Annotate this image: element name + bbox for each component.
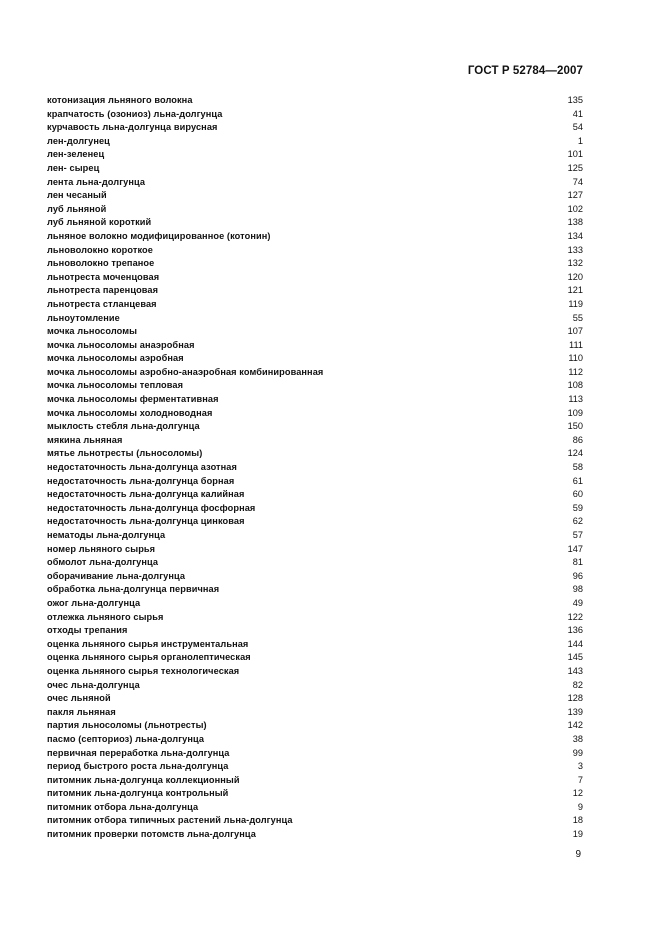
index-page-ref: 81 bbox=[572, 557, 583, 568]
index-term: лен-зеленец bbox=[47, 149, 105, 160]
index-term: мочка льносоломы анаэробная bbox=[47, 339, 195, 350]
index-entry bbox=[47, 679, 583, 693]
index-page-ref: 98 bbox=[572, 584, 583, 595]
index-page-ref: 59 bbox=[572, 502, 583, 513]
index-page-ref: 96 bbox=[572, 570, 583, 581]
index-entry bbox=[47, 502, 583, 516]
index-page-ref: 58 bbox=[572, 462, 583, 473]
index-page-ref: 18 bbox=[572, 815, 583, 826]
index-term: лен-долгунец bbox=[47, 135, 110, 146]
index-entry bbox=[47, 203, 583, 217]
index-page-ref: 62 bbox=[572, 516, 583, 527]
index-term: льнотреста паренцовая bbox=[47, 285, 159, 296]
index-term: оценка льняного сырья технологическая bbox=[47, 665, 240, 676]
index-entry bbox=[47, 461, 583, 475]
index-term: питомник проверки потомств льна-долгунца bbox=[47, 829, 256, 840]
index-entry bbox=[47, 407, 583, 421]
index-term: мочка льносоломы аэробно-анаэробная комбинированная bbox=[47, 366, 324, 377]
index-entry bbox=[47, 447, 583, 461]
index-page-ref: 107 bbox=[567, 326, 583, 337]
index-entry bbox=[47, 814, 583, 828]
index-term: мякина льняная bbox=[47, 434, 123, 445]
index-term: оборачивание льна-долгунца bbox=[47, 570, 186, 581]
index-entry bbox=[47, 624, 583, 638]
index-page-ref: 54 bbox=[572, 122, 583, 133]
index-entry bbox=[47, 556, 583, 570]
index-entry bbox=[47, 284, 583, 298]
index-term: льноволокно трепаное bbox=[47, 258, 155, 269]
index-term: оценка льняного сырья органолептическая bbox=[47, 652, 251, 663]
index-page-ref: 60 bbox=[572, 489, 583, 500]
index-term: очес льна-долгунца bbox=[47, 679, 140, 690]
index-page-ref: 147 bbox=[567, 543, 583, 554]
index-entry bbox=[47, 651, 583, 665]
index-page-ref: 7 bbox=[577, 774, 583, 785]
index-term: льняное волокно модифицированное (котонин) bbox=[47, 230, 271, 241]
index-term: недостаточность льна-долгунца азотная bbox=[47, 462, 237, 473]
index-term: питомник отбора льна-долгунца bbox=[47, 801, 199, 812]
index-entry bbox=[47, 366, 583, 380]
index-term: крапчатость (озониоз) льна-долгунца bbox=[47, 108, 223, 119]
index-page-ref: 61 bbox=[572, 475, 583, 486]
index-term: мыклость стебля льна-долгунца bbox=[47, 421, 200, 432]
index-entry bbox=[47, 257, 583, 271]
index-entry bbox=[47, 162, 583, 176]
index-page-ref: 145 bbox=[567, 652, 583, 663]
index-page-ref: 139 bbox=[567, 706, 583, 717]
index-term: мочка льносоломы аэробная bbox=[47, 353, 184, 364]
index-entry bbox=[47, 801, 583, 815]
index-entry bbox=[47, 244, 583, 258]
index-term: лен чесаный bbox=[47, 190, 107, 201]
index-entry bbox=[47, 543, 583, 557]
index-term: льнотреста стланцевая bbox=[47, 298, 157, 309]
index-term: оценка льняного сырья инструментальная bbox=[47, 638, 249, 649]
index-entry bbox=[47, 787, 583, 801]
index-term: питомник льна-долгунца контрольный bbox=[47, 788, 229, 799]
index-page-ref: 138 bbox=[567, 217, 583, 228]
index-term: мятье льнотресты (льносоломы) bbox=[47, 448, 203, 459]
index-entry bbox=[47, 733, 583, 747]
index-page-ref: 144 bbox=[567, 638, 583, 649]
index-term: лен- сырец bbox=[47, 162, 100, 173]
index-entry bbox=[47, 638, 583, 652]
index-page-ref: 3 bbox=[577, 761, 583, 772]
index-entry bbox=[47, 420, 583, 434]
alphabetical-index bbox=[47, 94, 583, 842]
index-entry bbox=[47, 475, 583, 489]
index-term: мочка льносоломы bbox=[47, 326, 138, 337]
index-page-ref: 74 bbox=[572, 176, 583, 187]
index-entry bbox=[47, 488, 583, 502]
index-page-ref: 86 bbox=[572, 434, 583, 445]
index-page-ref: 110 bbox=[568, 353, 583, 364]
index-page-ref: 150 bbox=[567, 421, 583, 432]
index-entry bbox=[47, 774, 583, 788]
index-page-ref: 135 bbox=[567, 95, 583, 105]
document-standard-id: ГОСТ Р 52784—2007 bbox=[467, 65, 583, 77]
index-page-ref: 111 bbox=[569, 339, 583, 350]
index-term: очес льняной bbox=[47, 693, 111, 704]
index-term: отлежка льняного сырья bbox=[47, 611, 164, 622]
index-entry bbox=[47, 312, 583, 326]
index-entry bbox=[47, 216, 583, 230]
index-entry bbox=[47, 760, 583, 774]
index-entry bbox=[47, 393, 583, 407]
index-entry bbox=[47, 108, 583, 122]
index-entry bbox=[47, 719, 583, 733]
index-term: котонизация льняного волокна bbox=[47, 95, 193, 105]
index-entry bbox=[47, 515, 583, 529]
index-term: ожог льна-долгунца bbox=[47, 597, 141, 608]
index-term: партия льносоломы (льнотресты) bbox=[47, 720, 207, 731]
index-page-ref: 113 bbox=[568, 394, 583, 405]
index-page-ref: 9 bbox=[577, 801, 583, 812]
index-entry bbox=[47, 230, 583, 244]
index-page-ref: 112 bbox=[568, 366, 583, 377]
index-term: номер льняного сырья bbox=[47, 543, 156, 554]
index-entry bbox=[47, 339, 583, 353]
index-term: льнотреста моченцовая bbox=[47, 271, 160, 282]
index-term: лента льна-долгунца bbox=[47, 176, 146, 187]
index-term: пакля льняная bbox=[47, 706, 116, 717]
index-page-ref: 19 bbox=[572, 829, 583, 840]
index-page-ref: 124 bbox=[567, 448, 583, 459]
index-page-ref: 132 bbox=[567, 258, 583, 269]
index-entry bbox=[47, 597, 583, 611]
index-page-ref: 133 bbox=[567, 244, 583, 255]
index-term: период быстрого роста льна-долгунца bbox=[47, 761, 229, 772]
index-term: мочка льносоломы холодноводная bbox=[47, 407, 213, 418]
index-term: питомник льна-долгунца коллекционный bbox=[47, 774, 240, 785]
index-page-ref: 101 bbox=[567, 149, 583, 160]
index-entry bbox=[47, 189, 583, 203]
index-entry bbox=[47, 325, 583, 339]
index-term: обработка льна-долгунца первичная bbox=[47, 584, 220, 595]
index-term: недостаточность льна-долгунца цинковая bbox=[47, 516, 245, 527]
index-entry bbox=[47, 828, 583, 842]
index-term: мочка льносоломы ферментативная bbox=[47, 394, 219, 405]
index-entry bbox=[47, 352, 583, 366]
index-entry bbox=[47, 135, 583, 149]
index-page-ref: 41 bbox=[572, 108, 583, 119]
index-page-ref: 119 bbox=[568, 298, 583, 309]
index-entry bbox=[47, 529, 583, 543]
index-term: луб льняной bbox=[47, 203, 107, 214]
index-page-ref: 127 bbox=[567, 190, 583, 201]
index-term: мочка льносоломы тепловая bbox=[47, 380, 184, 391]
index-page-ref: 134 bbox=[567, 230, 583, 241]
index-page-ref: 108 bbox=[567, 380, 583, 391]
index-entry bbox=[47, 148, 583, 162]
index-entry bbox=[47, 121, 583, 135]
index-entry bbox=[47, 176, 583, 190]
index-term: первичная переработка льна-долгунца bbox=[47, 747, 230, 758]
index-term: льноволокно короткое bbox=[47, 244, 153, 255]
index-page-ref: 122 bbox=[567, 611, 583, 622]
index-page-ref: 143 bbox=[567, 665, 583, 676]
index-entry bbox=[47, 747, 583, 761]
index-term: луб льняной короткий bbox=[47, 217, 152, 228]
index-term: льноутомление bbox=[47, 312, 120, 323]
index-page-ref: 102 bbox=[567, 203, 583, 214]
index-entry bbox=[47, 665, 583, 679]
index-entry bbox=[47, 271, 583, 285]
index-page-ref: 12 bbox=[572, 788, 583, 799]
index-entry bbox=[47, 434, 583, 448]
index-term: недостаточность льна-долгунца калийная bbox=[47, 489, 245, 500]
index-entry bbox=[47, 611, 583, 625]
index-term: обмолот льна-долгунца bbox=[47, 557, 159, 568]
index-term: курчавость льна-долгунца вирусная bbox=[47, 122, 218, 133]
index-page-ref: 120 bbox=[567, 271, 583, 282]
index-page-ref: 125 bbox=[567, 162, 583, 173]
index-entry bbox=[47, 379, 583, 393]
index-page-ref: 109 bbox=[567, 407, 583, 418]
index-page-ref: 57 bbox=[572, 530, 583, 540]
page-number: 9 bbox=[575, 849, 581, 860]
index-page-ref: 38 bbox=[572, 733, 583, 744]
index-page-ref: 136 bbox=[567, 625, 583, 636]
index-page-ref: 1 bbox=[577, 135, 583, 146]
index-entry bbox=[47, 94, 583, 108]
index-page-ref: 142 bbox=[567, 720, 583, 731]
index-term: недостаточность льна-долгунца борная bbox=[47, 475, 235, 486]
index-term: питомник отбора типичных растений льна-долгунца bbox=[47, 815, 293, 826]
index-entry bbox=[47, 583, 583, 597]
index-term: нематоды льна-долгунца bbox=[47, 530, 166, 540]
index-term: отходы трепания bbox=[47, 625, 128, 636]
index-entry bbox=[47, 298, 583, 312]
index-page-ref: 82 bbox=[572, 679, 583, 690]
index-page-ref: 128 bbox=[567, 693, 583, 704]
index-page-ref: 55 bbox=[572, 312, 583, 323]
index-entry bbox=[47, 692, 583, 706]
index-page-ref: 99 bbox=[572, 747, 583, 758]
index-page-ref: 49 bbox=[572, 597, 583, 608]
index-term: пасмо (септориоз) льна-долгунца bbox=[47, 733, 205, 744]
index-entry bbox=[47, 706, 583, 720]
index-page-ref: 121 bbox=[567, 285, 583, 296]
index-term: недостаточность льна-долгунца фосфорная bbox=[47, 502, 256, 513]
index-entry bbox=[47, 570, 583, 584]
